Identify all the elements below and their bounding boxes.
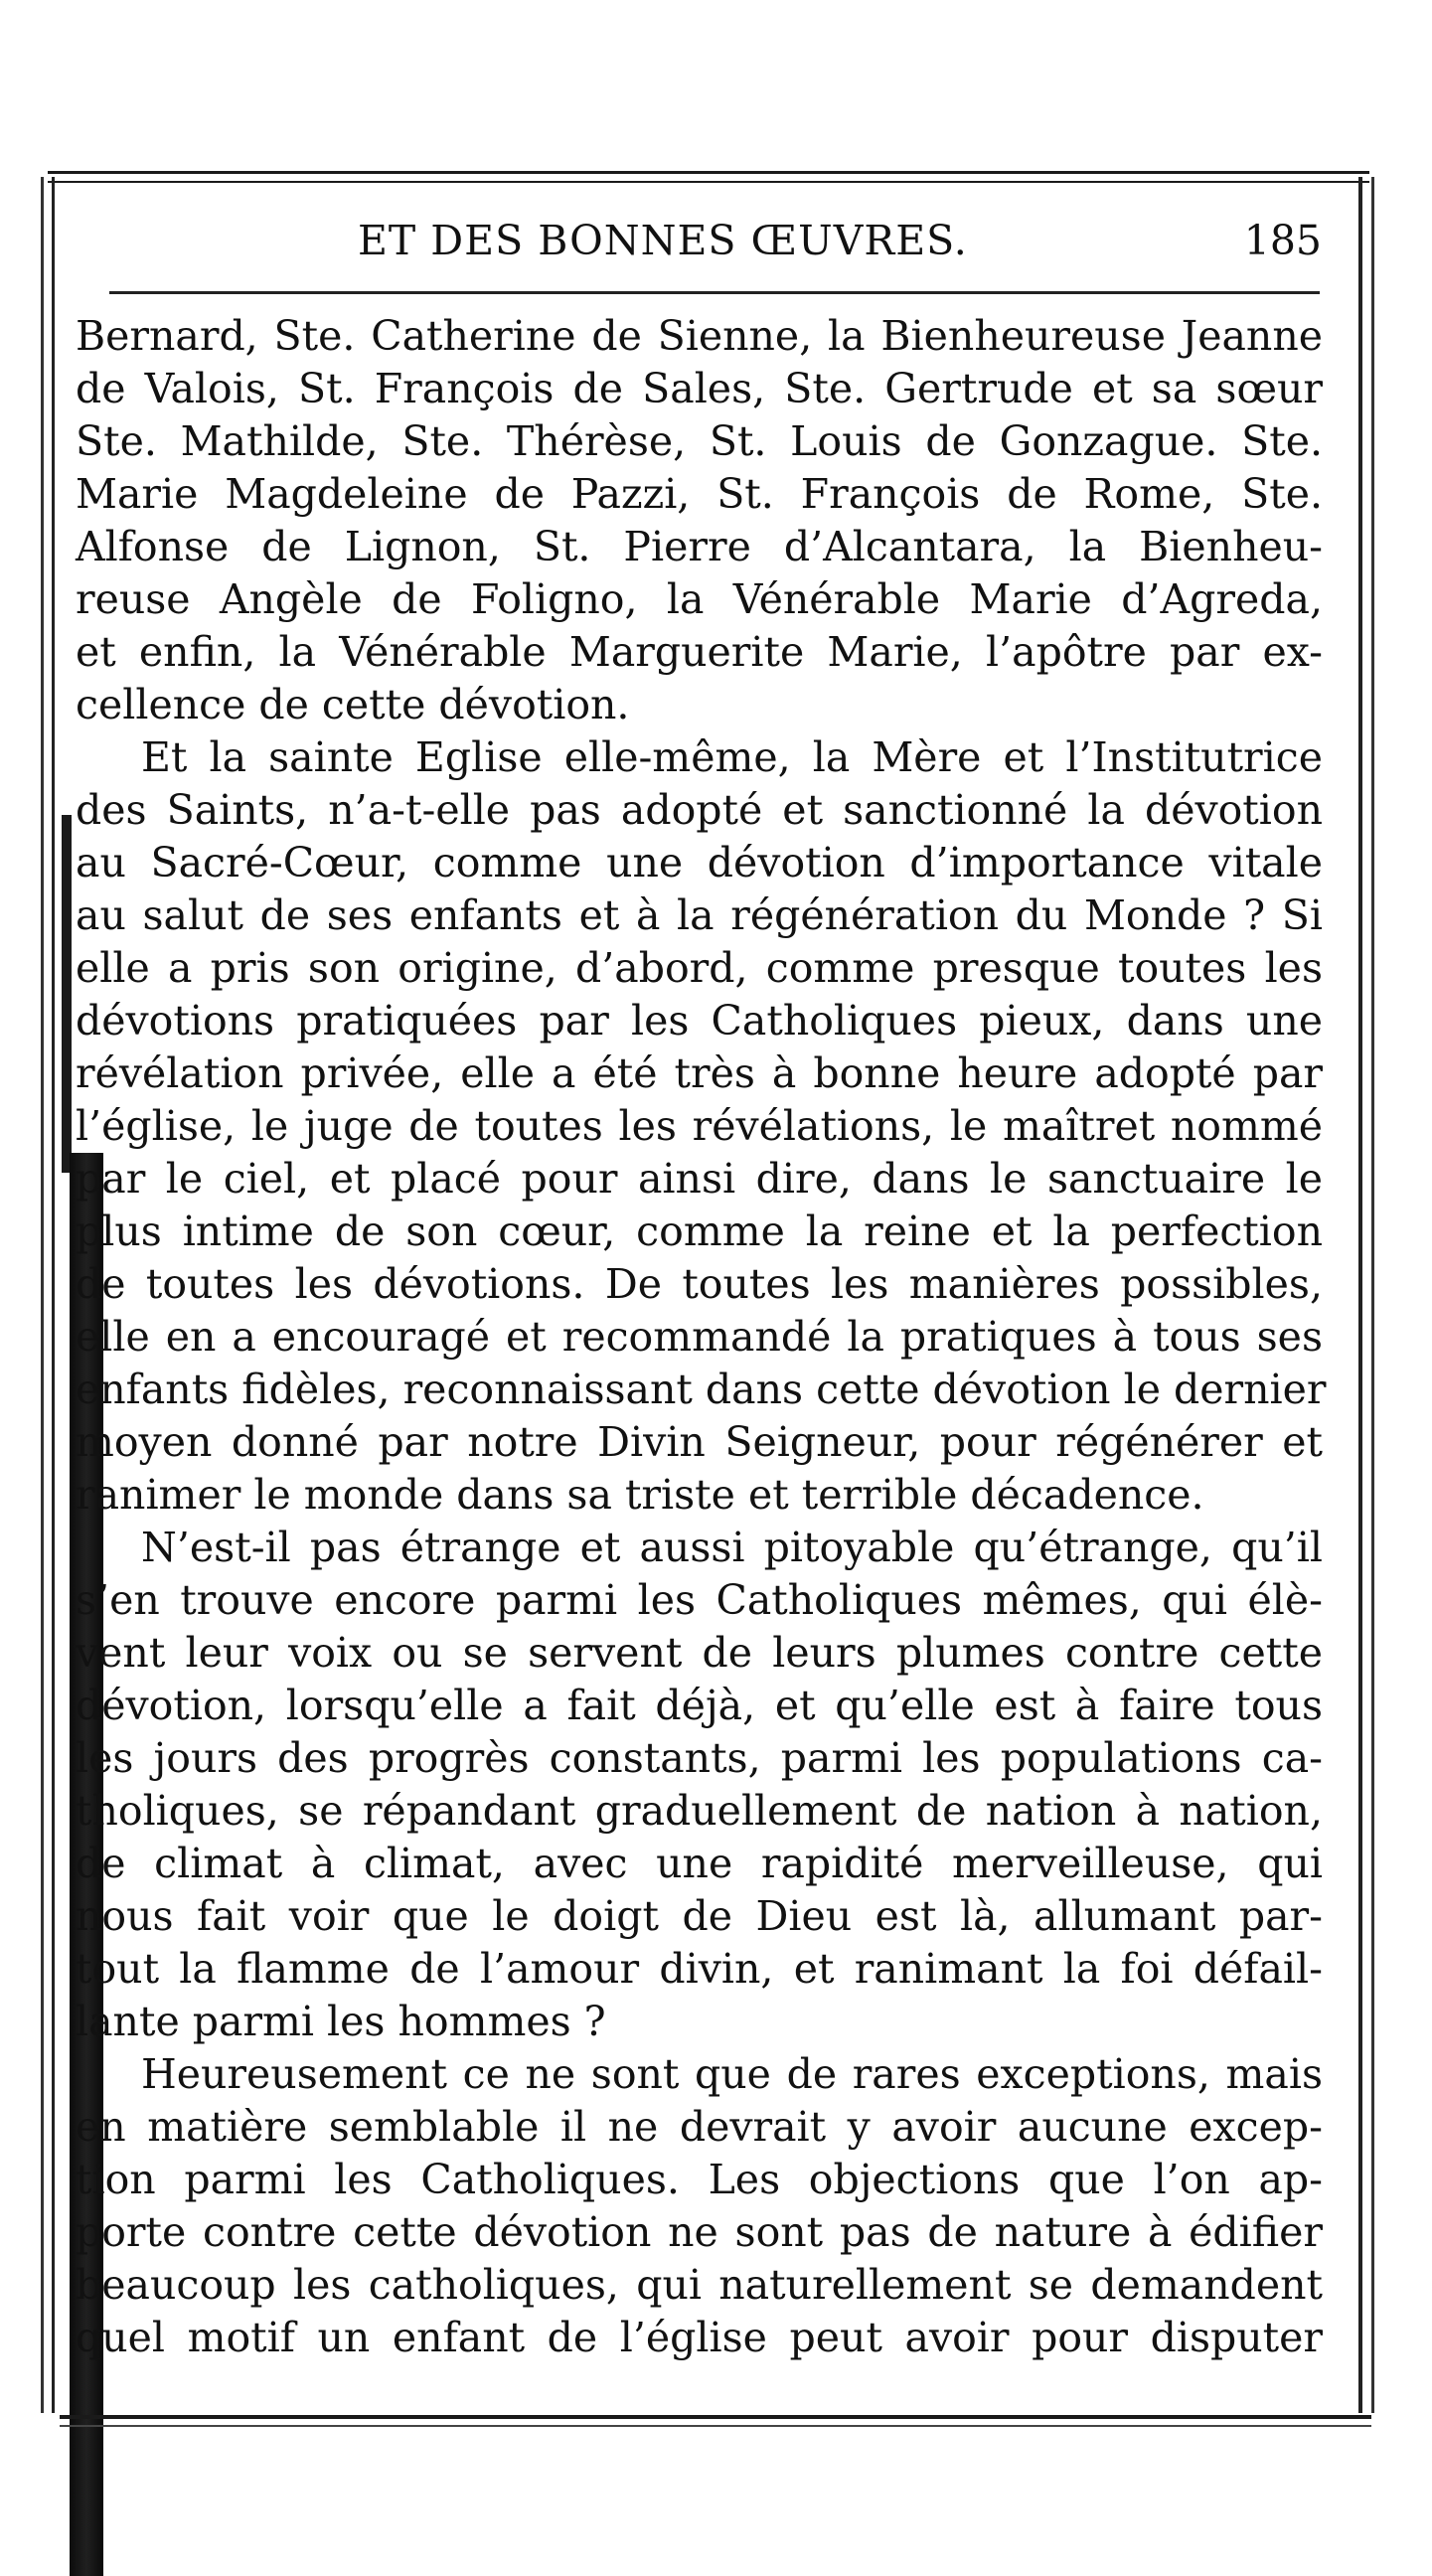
text-line: de toutes les dévotions. De toutes les manières possibles,: [76, 1260, 1323, 1308]
text-line: révélation privée, elle a été très à bonne heure adopté par: [76, 1049, 1323, 1097]
text-line: nous fait voir que le doigt de Dieu est là, allumant par-: [76, 1892, 1323, 1940]
text-line: ranimer le monde dans sa triste et terrible décadence.: [76, 1471, 1204, 1519]
text-line: de Valois, St. François de Sales, Ste. Gertrude et sa sœur: [76, 365, 1323, 412]
text-line: lante parmi les hommes ?: [76, 1998, 606, 2045]
bottom-rule-inner: [60, 2425, 1371, 2427]
text-line: tout la flamme de l’amour divin, et ranimant la foi défail-: [76, 1945, 1323, 1993]
text-line: reuse Angèle de Foligno, la Vénérable Marie d’Agreda,: [76, 575, 1323, 623]
text-line: de climat à climat, avec une rapidité merveilleuse, qui: [76, 1840, 1323, 1887]
header-rule: [109, 291, 1320, 294]
top-rule: [48, 171, 1369, 174]
text-line: dévotions pratiquées par les Catholiques pieux, dans une: [76, 997, 1323, 1045]
text-line: les jours des progrès constants, parmi les populations ca-: [76, 1734, 1323, 1782]
text-line: vent leur voix ou se servent de leurs plumes contre cette: [76, 1629, 1323, 1677]
text-line: tion parmi les Catholiques. Les objections que l’on ap-: [76, 2156, 1323, 2203]
paragraph-first-line: Et la sainte Eglise elle-même, la Mère et l’Institutrice: [141, 733, 1323, 781]
text-line: en matière semblable il ne devrait y avoir aucune exceр-: [76, 2103, 1323, 2151]
running-title: ET DES BONNES ŒUVRES.: [358, 217, 968, 264]
paragraph-first-line: Heureusement ce ne sont que de rares exceptions, mais: [141, 2050, 1323, 2098]
text-line: par le ciel, et placé pour ainsi dire, dans le sanctuaire le: [76, 1155, 1323, 1203]
text-line: l’église, le juge de toutes les révélations, le maîtret nommé: [76, 1102, 1323, 1150]
text-line: et enfin, la Vénérable Marguerite Marie, l’apôtre par ex-: [76, 628, 1323, 676]
paragraph-first-line: N’est-il pas étrange et aussi pitoyable qu’étrange, qu’il: [141, 1524, 1323, 1571]
text-line: au salut de ses enfants et à la régénération du Monde ? Si: [76, 891, 1323, 939]
text-line: moyen donné par notre Divin Seigneur, pour régénérer et: [76, 1418, 1323, 1466]
text-line: beaucoup les catholiques, qui naturellement se demandent: [76, 2261, 1323, 2309]
text-line: des Saints, n’a-t-elle pas adopté et sanctionné la dévotion: [76, 786, 1323, 834]
text-line: Marie Magdeleine de Pazzi, St. François de Rome, Ste.: [76, 470, 1323, 518]
page-number: 185: [1243, 217, 1322, 264]
gutter-shadow-upper: [62, 815, 72, 1173]
text-line: elle a pris son origine, d’abord, comme presque toutes les: [76, 944, 1323, 992]
text-line: Ste. Mathilde, Ste. Thérèse, St. Louis de Gonzague. Ste.: [76, 417, 1323, 465]
text-line: elle en a encouragé et recommandé la pratiques à tous ses: [76, 1313, 1323, 1361]
text-line: cellence de cette dévotion.: [76, 681, 630, 728]
running-head: [109, 217, 1322, 276]
text-line: tholiques, se répandant graduellement de nation à nation,: [76, 1787, 1323, 1835]
text-line: plus intime de son cœur, comme la reine et la perfection: [76, 1208, 1323, 1255]
text-line: quel motif un enfant de l’église peut avoir pour disputer: [76, 2314, 1323, 2361]
text-line: dévotion, lorsqu’elle a fait déjà, et qu’elle est à faire tous: [76, 1682, 1323, 1729]
text-line: s’en trouve encore parmi les Catholiques mêmes, qui élè-: [76, 1576, 1323, 1624]
bottom-rule: [60, 2415, 1371, 2419]
text-line: Alfonse de Lignon, St. Pierre d’Alcantara, la Bienheu-: [76, 523, 1323, 570]
text-line: porte contre cette dévotion ne sont pas de nature à édifier: [76, 2208, 1323, 2256]
text-line: Bernard, Ste. Catherine de Sienne, la Bienheureuse Jeanne: [76, 312, 1323, 360]
text-line: enfants fidèles, reconnaissant dans cette dévotion le dernier: [76, 1366, 1327, 1413]
text-line: au Sacré-Cœur, comme une dévotion d’importance vitale: [76, 839, 1323, 886]
